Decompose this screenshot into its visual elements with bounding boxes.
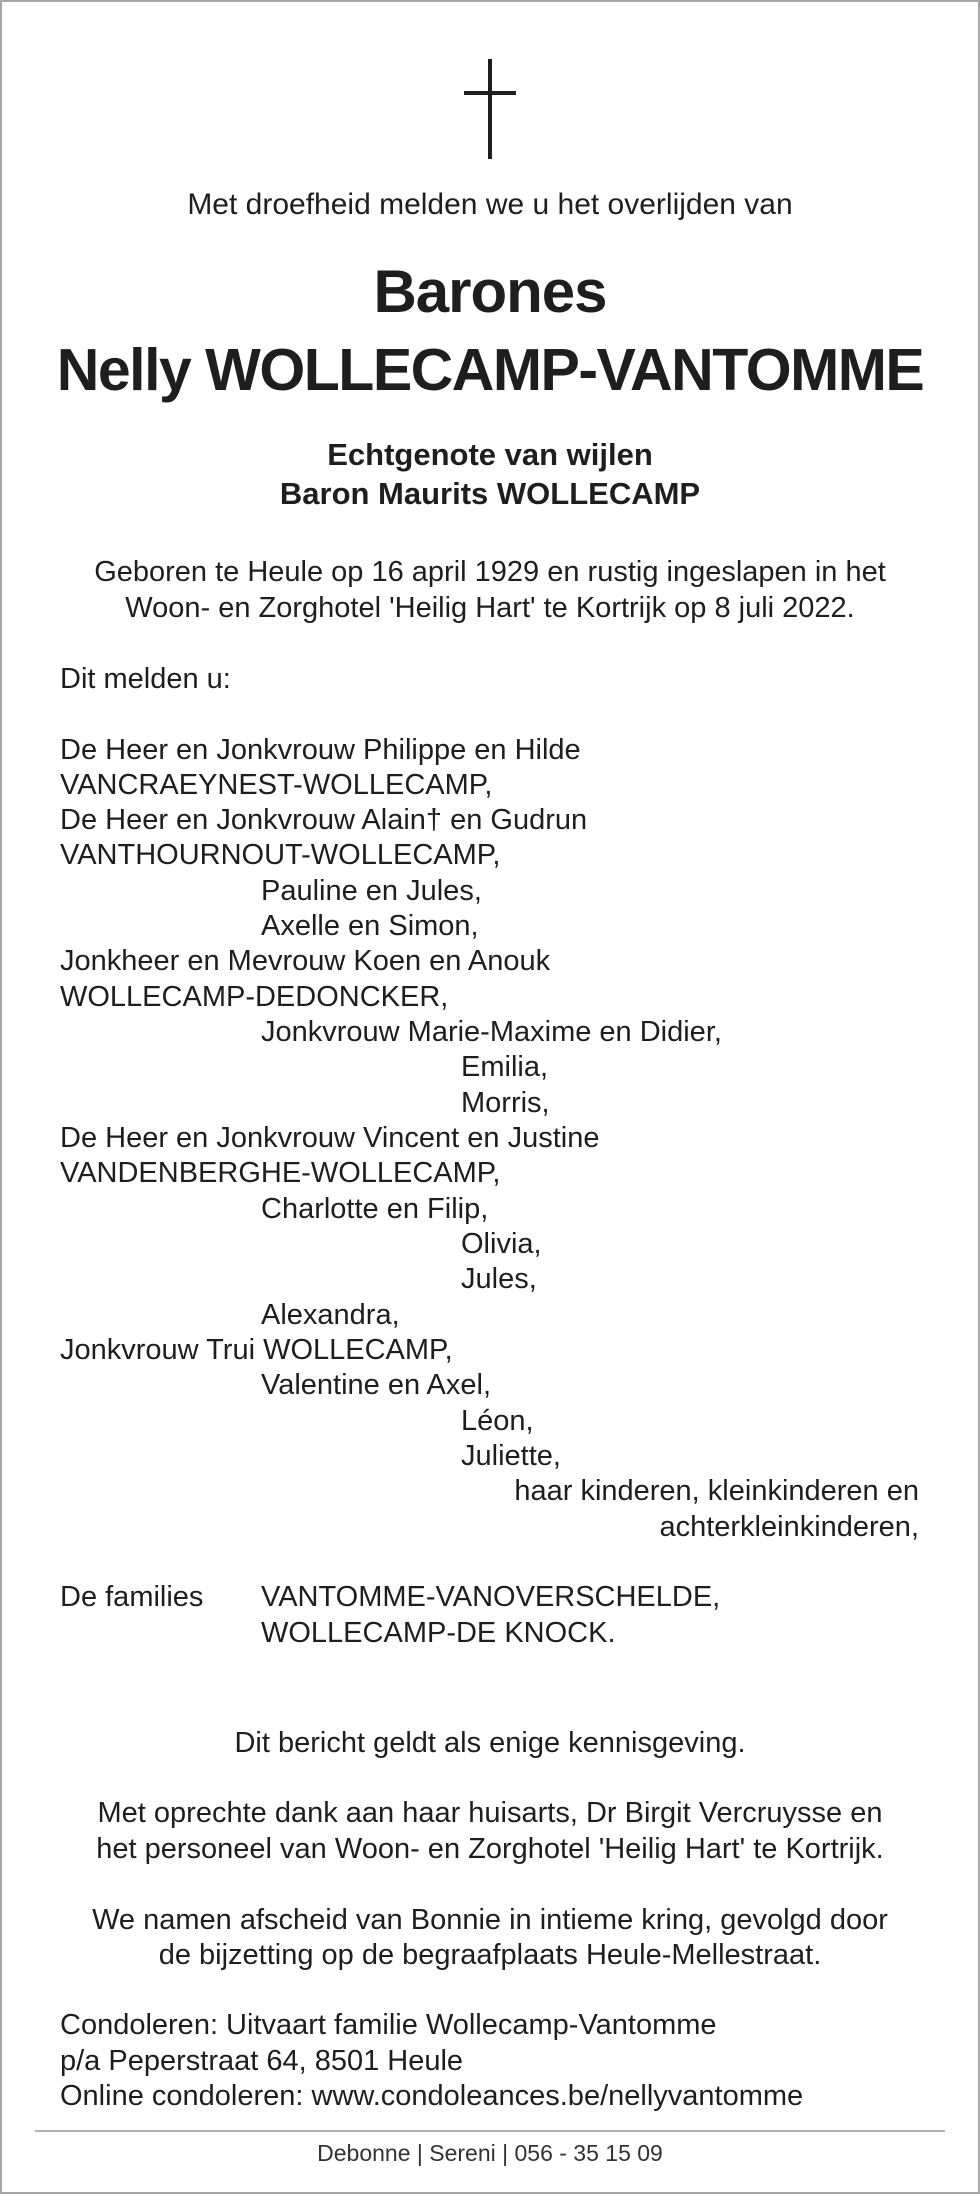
family-line: Morris, <box>461 1087 550 1119</box>
condolences-line-2: p/a Peperstraat 64, 8501 Heule <box>60 2045 464 2077</box>
family-line: VANTHOURNOUT-WOLLECAMP, <box>60 839 501 871</box>
intro-text: Met droefheid melden we u het overlijden van <box>187 188 793 221</box>
family-line: Jules, <box>461 1263 537 1295</box>
thanks-line-2: het personeel van Woon- en Zorghotel 'Heilig Hart' te Kortrijk. <box>96 1833 884 1865</box>
family-closing-1: haar kinderen, kleinkinderen en <box>514 1475 919 1507</box>
footer-contact: Debonne | Sereni | 056 - 35 15 09 <box>317 2140 663 2166</box>
family-line: Jonkvrouw Trui WOLLECAMP, <box>60 1334 453 1366</box>
family-line: Valentine en Axel, <box>261 1369 492 1401</box>
footer-divider <box>35 2130 945 2132</box>
families-label: De families <box>60 1581 204 1613</box>
family-line: Jonkheer en Mevrouw Koen en Anouk <box>60 945 551 977</box>
family-line: Axelle en Simon, <box>261 910 479 942</box>
families-name: WOLLECAMP-DE KNOCK. <box>261 1617 616 1649</box>
family-line: De Heer en Jonkvrouw Vincent en Justine <box>60 1122 600 1154</box>
family-line: Léon, <box>461 1405 534 1437</box>
family-line: De Heer en Jonkvrouw Philippe en Hilde <box>60 734 581 766</box>
family-line: VANCRAEYNEST-WOLLECAMP, <box>60 769 493 801</box>
family-line: Olivia, <box>461 1228 542 1260</box>
families-name: VANTOMME-VANOVERSCHELDE, <box>261 1581 721 1613</box>
spouse-name: Baron Maurits WOLLECAMP <box>279 476 701 511</box>
farewell-line-1: We namen afscheid van Bonnie in intieme kring, gevolgd door <box>92 1904 888 1936</box>
announcers-heading: Dit melden u: <box>60 663 231 695</box>
family-line: De Heer en Jonkvrouw Alain† en Gudrun <box>60 804 588 836</box>
family-line: Alexandra, <box>261 1299 400 1331</box>
spouse-relation: Echtgenote van wijlen <box>327 437 653 472</box>
cross-icon <box>464 59 516 159</box>
thanks-line-1: Met oprechte dank aan haar huisarts, Dr Birgit Vercruysse en <box>97 1797 883 1829</box>
title-honorific: Barones <box>373 258 607 325</box>
family-line: VANDENBERGHE-WOLLECAMP, <box>60 1157 501 1189</box>
family-line: Pauline en Jules, <box>261 875 482 907</box>
family-line: WOLLECAMP-DEDONCKER, <box>60 981 449 1013</box>
condolences-line-1: Condoleren: Uitvaart familie Wollecamp-Vantomme <box>60 2009 717 2041</box>
farewell-line-2: de bijzetting op de begraafplaats Heule-Mellestraat. <box>158 1939 822 1971</box>
family-line: Emilia, <box>461 1051 549 1083</box>
notice-text: Dit bericht geldt als enige kennisgeving. <box>234 1727 746 1759</box>
family-line: Charlotte en Filip, <box>261 1193 489 1225</box>
deceased-name: Nelly WOLLECAMP-VANTOMME <box>56 337 924 403</box>
family-line: Juliette, <box>461 1440 561 1472</box>
birth-line-2: Woon- en Zorghotel 'Heilig Hart' te Kortrijk op 8 juli 2022. <box>125 592 855 624</box>
family-line: Jonkvrouw Marie-Maxime en Didier, <box>261 1016 722 1048</box>
family-closing-2: achterkleinkinderen, <box>659 1511 919 1543</box>
birth-line-1: Geboren te Heule op 16 april 1929 en rustig ingeslapen in het <box>94 556 886 588</box>
condolences-line-3: Online condoleren: www.condoleances.be/nellyvantomme <box>60 2080 804 2112</box>
